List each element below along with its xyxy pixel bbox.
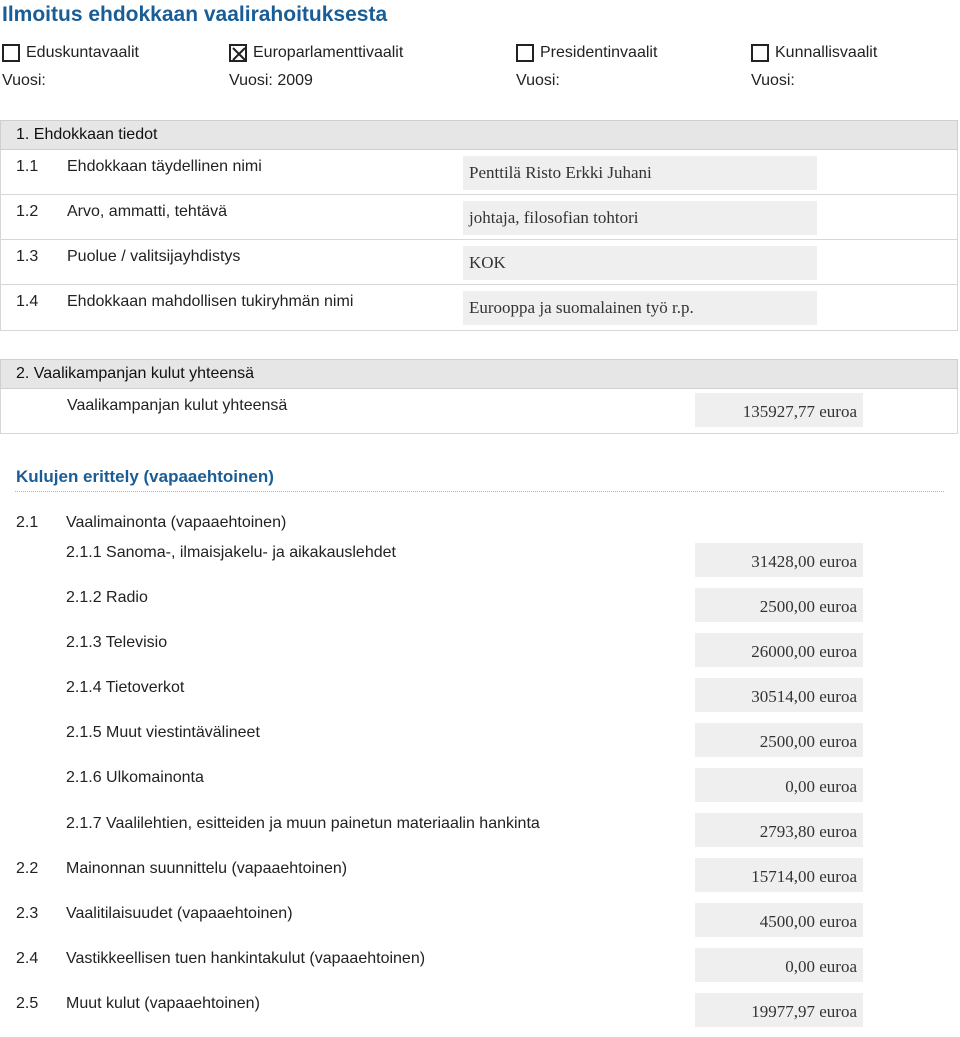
page-title: Ilmoitus ehdokkaan vaalirahoituksesta	[2, 3, 388, 26]
row-label: Vaalikampanjan kulut yhteensä	[67, 397, 288, 414]
row-number: 2.1	[16, 514, 39, 531]
year-label: Vuosi: 2009	[229, 72, 313, 89]
election-type-selector	[0, 38, 960, 98]
election-option-europarlamentti	[229, 38, 403, 94]
divider	[15, 491, 944, 492]
item-label: 2.1.3 Televisio	[66, 634, 168, 651]
amount-field[interactable]: 0,00 euroa	[695, 948, 863, 982]
row-label: Puolue / valitsijayhdistys	[67, 248, 241, 265]
section-2-heading: 2. Vaalikampanjan kulut yhteensä	[0, 359, 958, 389]
item-label: Vaalitilaisuudet (vapaaehtoinen)	[66, 905, 293, 922]
breakdown-title: Kulujen erittely (vapaaehtoinen)	[16, 467, 274, 486]
amount-field[interactable]: 4500,00 euroa	[695, 903, 863, 937]
occupation-field[interactable]: johtaja, filosofian tohtori	[463, 201, 817, 235]
advertising-label: Vaalimainonta (vapaaehtoinen)	[66, 514, 287, 531]
section-1-heading: 1. Ehdokkaan tiedot	[0, 120, 958, 150]
item-label: 2.1.2 Radio	[66, 589, 148, 606]
amount-field[interactable]: 19977,97 euroa	[695, 993, 863, 1027]
item-label: Muut kulut (vapaaehtoinen)	[66, 995, 260, 1012]
election-option-presidentti	[516, 38, 657, 94]
amount-field[interactable]: 26000,00 euroa	[695, 633, 863, 667]
row-number: 2.2	[16, 860, 39, 877]
row-number: 1.4	[16, 293, 39, 310]
row-label: Ehdokkaan täydellinen nimi	[67, 158, 262, 175]
year-label: Vuosi:	[751, 72, 795, 89]
row-number: 1.3	[16, 248, 39, 265]
checkbox-kunnallisvaalit[interactable]	[751, 44, 769, 62]
checkmark-x-icon	[231, 46, 249, 64]
total-costs-field[interactable]: 135927,77 euroa	[695, 393, 863, 427]
election-label: Eduskuntavaalit	[26, 44, 139, 61]
support-group-field[interactable]: Eurooppa ja suomalainen työ r.p.	[463, 291, 817, 325]
item-label: Mainonnan suunnittelu (vapaaehtoinen)	[66, 860, 348, 877]
election-label: Kunnallisvaalit	[775, 44, 878, 61]
election-label: Europarlamenttivaalit	[253, 44, 404, 61]
item-label: 2.1.5 Muut viestintävälineet	[66, 724, 260, 741]
row-label: Ehdokkaan mahdollisen tukiryhmän nimi	[67, 293, 354, 310]
item-label: 2.1.6 Ulkomainonta	[66, 769, 204, 786]
item-label: 2.1.7 Vaalilehtien, esitteiden ja muun painetun materiaalin hankinta	[66, 815, 540, 832]
row-number: 2.3	[16, 905, 39, 922]
amount-field[interactable]: 30514,00 euroa	[695, 678, 863, 712]
election-label: Presidentinvaalit	[540, 44, 658, 61]
row-number: 2.5	[16, 995, 39, 1012]
checkbox-eduskuntavaalit[interactable]	[2, 44, 20, 62]
item-label: 2.1.4 Tietoverkot	[66, 679, 185, 696]
amount-field[interactable]: 15714,00 euroa	[695, 858, 863, 892]
amount-field[interactable]: 0,00 euroa	[695, 768, 863, 802]
amount-field[interactable]: 2500,00 euroa	[695, 588, 863, 622]
row-number: 1.2	[16, 203, 39, 220]
candidate-name-field[interactable]: Penttilä Risto Erkki Juhani	[463, 156, 817, 190]
item-label: 2.1.1 Sanoma-, ilmaisjakelu- ja aikakauslehdet	[66, 544, 396, 561]
election-option-kunnallis	[751, 38, 877, 94]
row-number: 1.1	[16, 158, 39, 175]
item-label: Vastikkeellisen tuen hankintakulut (vapaaehtoinen)	[66, 950, 426, 967]
checkbox-presidentinvaalit[interactable]	[516, 44, 534, 62]
party-field[interactable]: KOK	[463, 246, 817, 280]
amount-field[interactable]: 2500,00 euroa	[695, 723, 863, 757]
checkbox-europarlamenttivaalit-checked[interactable]	[229, 44, 247, 62]
row-label: Arvo, ammatti, tehtävä	[67, 203, 228, 220]
year-label: Vuosi:	[2, 72, 46, 89]
amount-field[interactable]: 2793,80 euroa	[695, 813, 863, 847]
amount-field[interactable]: 31428,00 euroa	[695, 543, 863, 577]
year-label: Vuosi:	[516, 72, 560, 89]
election-option-eduskunta	[2, 38, 139, 94]
row-number: 2.4	[16, 950, 39, 967]
